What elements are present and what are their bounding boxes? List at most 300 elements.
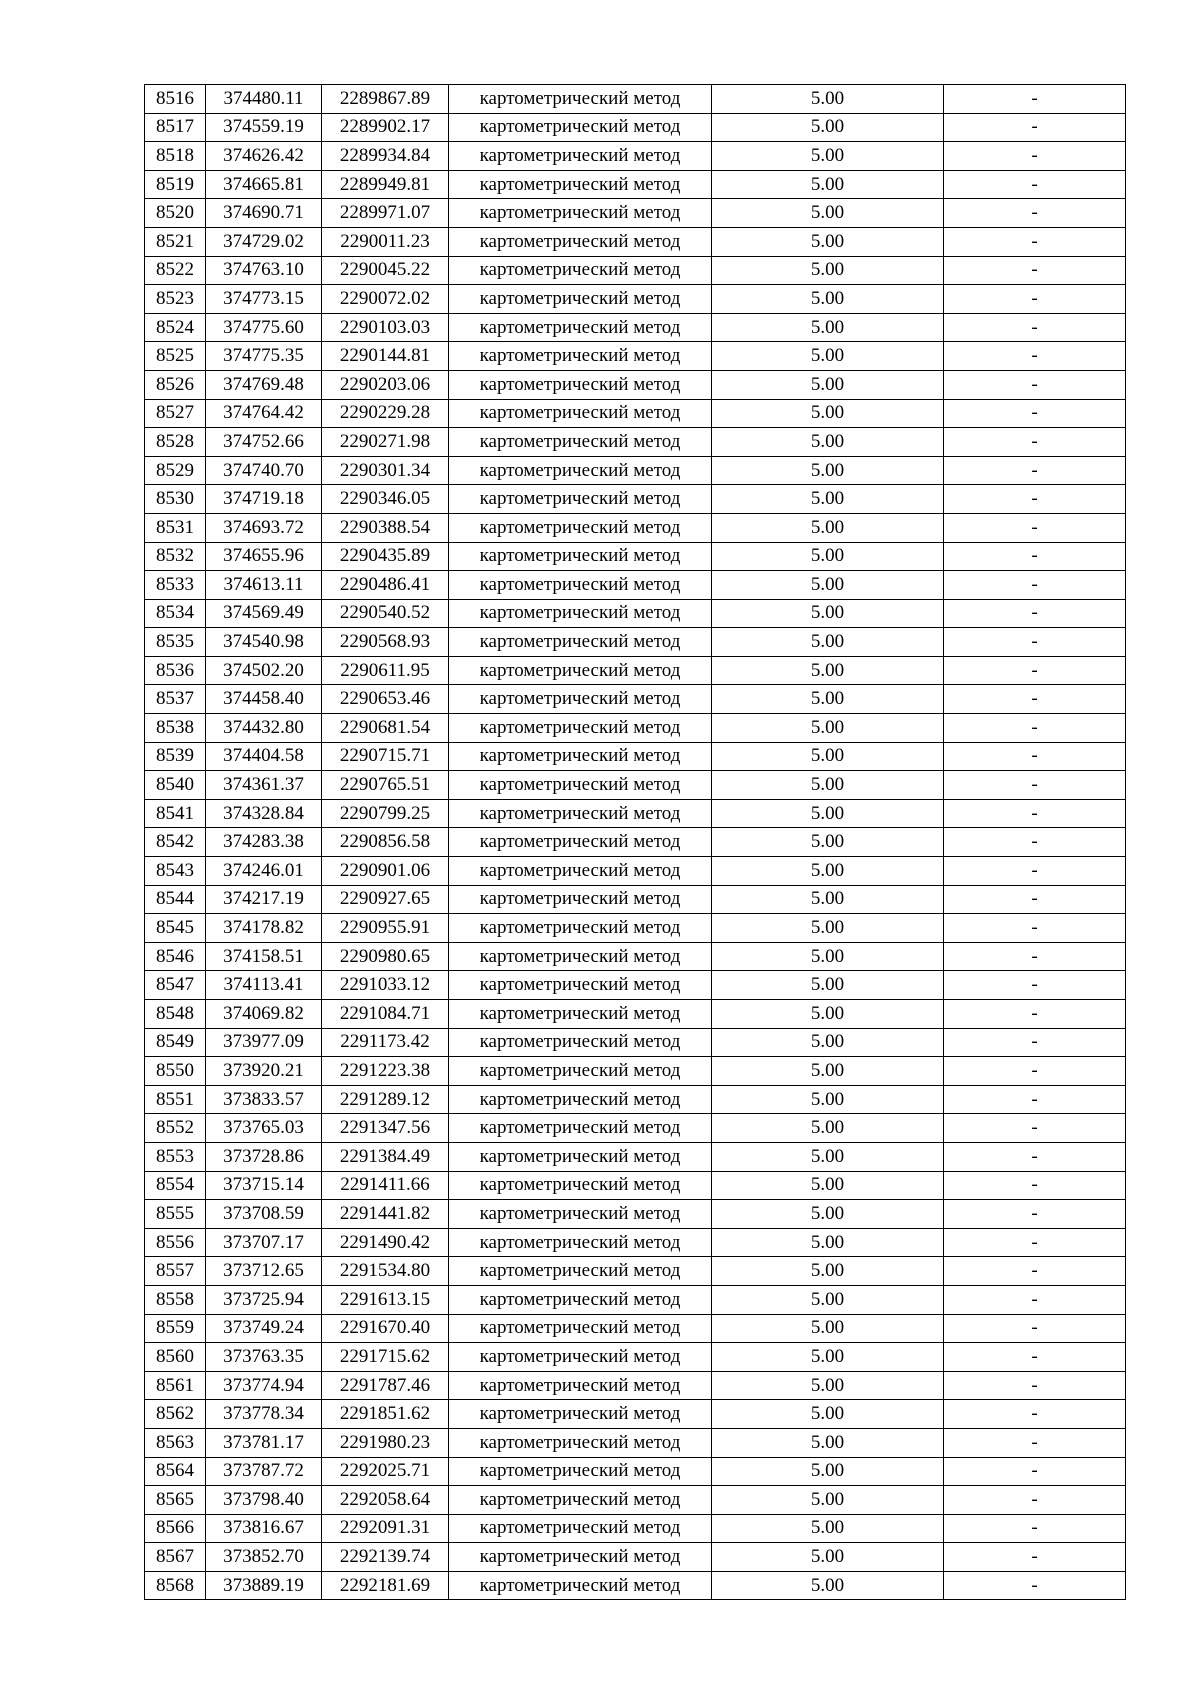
point-number-cell: 8523 <box>145 285 206 314</box>
accuracy-cell: 5.00 <box>712 199 944 228</box>
description-cell: - <box>944 1343 1126 1372</box>
point-number-cell: 8554 <box>145 1171 206 1200</box>
point-number-cell: 8551 <box>145 1085 206 1114</box>
accuracy-cell: 5.00 <box>712 1142 944 1171</box>
accuracy-cell: 5.00 <box>712 1314 944 1343</box>
description-cell: - <box>944 742 1126 771</box>
point-number-cell: 8556 <box>145 1228 206 1257</box>
x-coordinate-cell: 373763.35 <box>206 1343 322 1372</box>
accuracy-cell: 5.00 <box>712 1057 944 1086</box>
accuracy-cell: 5.00 <box>712 1028 944 1057</box>
description-cell: - <box>944 1428 1126 1457</box>
point-number-cell: 8562 <box>145 1400 206 1429</box>
y-coordinate-cell: 2291534.80 <box>322 1257 449 1286</box>
table-row <box>145 914 1126 943</box>
accuracy-cell: 5.00 <box>712 1171 944 1200</box>
table-row <box>145 857 1126 886</box>
description-cell: - <box>944 370 1126 399</box>
x-coordinate-cell: 374613.11 <box>206 571 322 600</box>
accuracy-cell: 5.00 <box>712 771 944 800</box>
description-cell: - <box>944 1000 1126 1029</box>
description-cell: - <box>944 685 1126 714</box>
table-row <box>145 313 1126 342</box>
table-row <box>145 1400 1126 1429</box>
accuracy-cell: 5.00 <box>712 456 944 485</box>
x-coordinate-cell: 374069.82 <box>206 1000 322 1029</box>
point-number-cell: 8545 <box>145 914 206 943</box>
table-row <box>145 1000 1126 1029</box>
point-number-cell: 8539 <box>145 742 206 771</box>
accuracy-cell: 5.00 <box>712 914 944 943</box>
method-cell: картометрический метод <box>449 428 712 457</box>
point-number-cell: 8528 <box>145 428 206 457</box>
y-coordinate-cell: 2290144.81 <box>322 342 449 371</box>
description-cell: - <box>944 313 1126 342</box>
point-number-cell: 8520 <box>145 199 206 228</box>
method-cell: картометрический метод <box>449 571 712 600</box>
accuracy-cell: 5.00 <box>712 1200 944 1229</box>
method-cell: картометрический метод <box>449 1085 712 1114</box>
point-number-cell: 8552 <box>145 1114 206 1143</box>
method-cell: картометрический метод <box>449 799 712 828</box>
x-coordinate-cell: 374559.19 <box>206 113 322 142</box>
y-coordinate-cell: 2291787.46 <box>322 1371 449 1400</box>
table-row <box>145 485 1126 514</box>
table-row <box>145 1428 1126 1457</box>
y-coordinate-cell: 2290611.95 <box>322 656 449 685</box>
accuracy-cell: 5.00 <box>712 971 944 1000</box>
description-cell: - <box>944 1457 1126 1486</box>
point-number-cell: 8533 <box>145 571 206 600</box>
table-row <box>145 1028 1126 1057</box>
y-coordinate-cell: 2291490.42 <box>322 1228 449 1257</box>
coordinates-table <box>144 84 1126 1600</box>
table-row <box>145 742 1126 771</box>
accuracy-cell: 5.00 <box>712 742 944 771</box>
point-number-cell: 8537 <box>145 685 206 714</box>
description-cell: - <box>944 256 1126 285</box>
method-cell: картометрический метод <box>449 685 712 714</box>
point-number-cell: 8558 <box>145 1285 206 1314</box>
description-cell: - <box>944 285 1126 314</box>
point-number-cell: 8535 <box>145 628 206 657</box>
accuracy-cell: 5.00 <box>712 1428 944 1457</box>
table-row <box>145 1114 1126 1143</box>
table-row <box>145 1142 1126 1171</box>
method-cell: картометрический метод <box>449 885 712 914</box>
y-coordinate-cell: 2289867.89 <box>322 85 449 114</box>
method-cell: картометрический метод <box>449 313 712 342</box>
description-cell: - <box>944 1371 1126 1400</box>
x-coordinate-cell: 374693.72 <box>206 513 322 542</box>
accuracy-cell: 5.00 <box>712 1085 944 1114</box>
method-cell: картометрический метод <box>449 628 712 657</box>
x-coordinate-cell: 373798.40 <box>206 1486 322 1515</box>
y-coordinate-cell: 2291411.66 <box>322 1171 449 1200</box>
y-coordinate-cell: 2291980.23 <box>322 1428 449 1457</box>
description-cell: - <box>944 199 1126 228</box>
accuracy-cell: 5.00 <box>712 1514 944 1543</box>
description-cell: - <box>944 1028 1126 1057</box>
point-number-cell: 8530 <box>145 485 206 514</box>
table-row <box>145 256 1126 285</box>
table-row <box>145 170 1126 199</box>
table-row <box>145 85 1126 114</box>
method-cell: картометрический метод <box>449 113 712 142</box>
accuracy-cell: 5.00 <box>712 342 944 371</box>
table-row <box>145 1200 1126 1229</box>
point-number-cell: 8526 <box>145 370 206 399</box>
x-coordinate-cell: 374769.48 <box>206 370 322 399</box>
table-row <box>145 199 1126 228</box>
description-cell: - <box>944 1114 1126 1143</box>
y-coordinate-cell: 2291347.56 <box>322 1114 449 1143</box>
accuracy-cell: 5.00 <box>712 1371 944 1400</box>
y-coordinate-cell: 2291851.62 <box>322 1400 449 1429</box>
description-cell: - <box>944 599 1126 628</box>
point-number-cell: 8516 <box>145 85 206 114</box>
x-coordinate-cell: 373833.57 <box>206 1085 322 1114</box>
y-coordinate-cell: 2291613.15 <box>322 1285 449 1314</box>
x-coordinate-cell: 374178.82 <box>206 914 322 943</box>
y-coordinate-cell: 2291084.71 <box>322 1000 449 1029</box>
method-cell: картометрический метод <box>449 1000 712 1029</box>
table-row <box>145 1457 1126 1486</box>
y-coordinate-cell: 2291441.82 <box>322 1200 449 1229</box>
point-number-cell: 8518 <box>145 142 206 171</box>
description-cell: - <box>944 1514 1126 1543</box>
table-row <box>145 370 1126 399</box>
accuracy-cell: 5.00 <box>712 513 944 542</box>
table-row <box>145 1543 1126 1572</box>
y-coordinate-cell: 2292091.31 <box>322 1514 449 1543</box>
description-cell: - <box>944 170 1126 199</box>
description-cell: - <box>944 828 1126 857</box>
x-coordinate-cell: 374626.42 <box>206 142 322 171</box>
description-cell: - <box>944 656 1126 685</box>
y-coordinate-cell: 2290980.65 <box>322 942 449 971</box>
y-coordinate-cell: 2290346.05 <box>322 485 449 514</box>
y-coordinate-cell: 2290388.54 <box>322 513 449 542</box>
accuracy-cell: 5.00 <box>712 714 944 743</box>
point-number-cell: 8544 <box>145 885 206 914</box>
table-row <box>145 1571 1126 1600</box>
point-number-cell: 8546 <box>145 942 206 971</box>
method-cell: картометрический метод <box>449 1285 712 1314</box>
point-number-cell: 8568 <box>145 1571 206 1600</box>
y-coordinate-cell: 2292058.64 <box>322 1486 449 1515</box>
description-cell: - <box>944 771 1126 800</box>
method-cell: картометрический метод <box>449 914 712 943</box>
accuracy-cell: 5.00 <box>712 113 944 142</box>
method-cell: картометрический метод <box>449 1028 712 1057</box>
coordinates-table-body <box>145 85 1126 1600</box>
table-row <box>145 142 1126 171</box>
y-coordinate-cell: 2290955.91 <box>322 914 449 943</box>
method-cell: картометрический метод <box>449 942 712 971</box>
method-cell: картометрический метод <box>449 1486 712 1515</box>
x-coordinate-cell: 374729.02 <box>206 227 322 256</box>
table-row <box>145 656 1126 685</box>
method-cell: картометрический метод <box>449 857 712 886</box>
accuracy-cell: 5.00 <box>712 1000 944 1029</box>
y-coordinate-cell: 2290653.46 <box>322 685 449 714</box>
x-coordinate-cell: 374569.49 <box>206 599 322 628</box>
table-row <box>145 1057 1126 1086</box>
x-coordinate-cell: 374752.66 <box>206 428 322 457</box>
method-cell: картометрический метод <box>449 1571 712 1600</box>
table-row <box>145 1343 1126 1372</box>
accuracy-cell: 5.00 <box>712 142 944 171</box>
description-cell: - <box>944 399 1126 428</box>
x-coordinate-cell: 373977.09 <box>206 1028 322 1057</box>
point-number-cell: 8542 <box>145 828 206 857</box>
method-cell: картометрический метод <box>449 1543 712 1572</box>
x-coordinate-cell: 373707.17 <box>206 1228 322 1257</box>
x-coordinate-cell: 374361.37 <box>206 771 322 800</box>
x-coordinate-cell: 373889.19 <box>206 1571 322 1600</box>
y-coordinate-cell: 2290301.34 <box>322 456 449 485</box>
y-coordinate-cell: 2290927.65 <box>322 885 449 914</box>
table-row <box>145 399 1126 428</box>
method-cell: картометрический метод <box>449 1057 712 1086</box>
point-number-cell: 8555 <box>145 1200 206 1229</box>
accuracy-cell: 5.00 <box>712 599 944 628</box>
method-cell: картометрический метод <box>449 1114 712 1143</box>
method-cell: картометрический метод <box>449 1514 712 1543</box>
accuracy-cell: 5.00 <box>712 628 944 657</box>
x-coordinate-cell: 374763.10 <box>206 256 322 285</box>
description-cell: - <box>944 1314 1126 1343</box>
y-coordinate-cell: 2290681.54 <box>322 714 449 743</box>
method-cell: картометрический метод <box>449 399 712 428</box>
accuracy-cell: 5.00 <box>712 799 944 828</box>
method-cell: картометрический метод <box>449 1343 712 1372</box>
x-coordinate-cell: 374690.71 <box>206 199 322 228</box>
point-number-cell: 8519 <box>145 170 206 199</box>
point-number-cell: 8536 <box>145 656 206 685</box>
table-row <box>145 885 1126 914</box>
description-cell: - <box>944 113 1126 142</box>
point-number-cell: 8559 <box>145 1314 206 1343</box>
point-number-cell: 8563 <box>145 1428 206 1457</box>
description-cell: - <box>944 1257 1126 1286</box>
y-coordinate-cell: 2290011.23 <box>322 227 449 256</box>
point-number-cell: 8517 <box>145 113 206 142</box>
description-cell: - <box>944 428 1126 457</box>
point-number-cell: 8550 <box>145 1057 206 1086</box>
point-number-cell: 8522 <box>145 256 206 285</box>
description-cell: - <box>944 342 1126 371</box>
accuracy-cell: 5.00 <box>712 828 944 857</box>
y-coordinate-cell: 2291670.40 <box>322 1314 449 1343</box>
description-cell: - <box>944 1057 1126 1086</box>
accuracy-cell: 5.00 <box>712 485 944 514</box>
x-coordinate-cell: 374283.38 <box>206 828 322 857</box>
method-cell: картометрический метод <box>449 227 712 256</box>
method-cell: картометрический метод <box>449 1314 712 1343</box>
x-coordinate-cell: 374432.80 <box>206 714 322 743</box>
description-cell: - <box>944 1085 1126 1114</box>
table-row <box>145 342 1126 371</box>
table-row <box>145 828 1126 857</box>
method-cell: картометрический метод <box>449 1371 712 1400</box>
accuracy-cell: 5.00 <box>712 313 944 342</box>
description-cell: - <box>944 714 1126 743</box>
x-coordinate-cell: 374328.84 <box>206 799 322 828</box>
accuracy-cell: 5.00 <box>712 227 944 256</box>
x-coordinate-cell: 373787.72 <box>206 1457 322 1486</box>
method-cell: картометрический метод <box>449 142 712 171</box>
point-number-cell: 8560 <box>145 1343 206 1372</box>
point-number-cell: 8547 <box>145 971 206 1000</box>
accuracy-cell: 5.00 <box>712 399 944 428</box>
x-coordinate-cell: 373749.24 <box>206 1314 322 1343</box>
accuracy-cell: 5.00 <box>712 1343 944 1372</box>
x-coordinate-cell: 374246.01 <box>206 857 322 886</box>
y-coordinate-cell: 2290901.06 <box>322 857 449 886</box>
accuracy-cell: 5.00 <box>712 1571 944 1600</box>
description-cell: - <box>944 857 1126 886</box>
method-cell: картометрический метод <box>449 971 712 1000</box>
method-cell: картометрический метод <box>449 656 712 685</box>
table-row <box>145 428 1126 457</box>
x-coordinate-cell: 373778.34 <box>206 1400 322 1429</box>
point-number-cell: 8567 <box>145 1543 206 1572</box>
description-cell: - <box>944 1228 1126 1257</box>
method-cell: картометрический метод <box>449 1228 712 1257</box>
description-cell: - <box>944 227 1126 256</box>
point-number-cell: 8548 <box>145 1000 206 1029</box>
method-cell: картометрический метод <box>449 714 712 743</box>
point-number-cell: 8531 <box>145 513 206 542</box>
method-cell: картометрический метод <box>449 342 712 371</box>
table-row <box>145 571 1126 600</box>
table-row <box>145 771 1126 800</box>
accuracy-cell: 5.00 <box>712 1486 944 1515</box>
description-cell: - <box>944 914 1126 943</box>
point-number-cell: 8561 <box>145 1371 206 1400</box>
table-row <box>145 599 1126 628</box>
method-cell: картометрический метод <box>449 1142 712 1171</box>
table-row <box>145 542 1126 571</box>
method-cell: картометрический метод <box>449 771 712 800</box>
table-row <box>145 285 1126 314</box>
y-coordinate-cell: 2291384.49 <box>322 1142 449 1171</box>
x-coordinate-cell: 374655.96 <box>206 542 322 571</box>
y-coordinate-cell: 2292181.69 <box>322 1571 449 1600</box>
table-row <box>145 799 1126 828</box>
accuracy-cell: 5.00 <box>712 1457 944 1486</box>
description-cell: - <box>944 942 1126 971</box>
point-number-cell: 8521 <box>145 227 206 256</box>
point-number-cell: 8540 <box>145 771 206 800</box>
y-coordinate-cell: 2290486.41 <box>322 571 449 600</box>
x-coordinate-cell: 374113.41 <box>206 971 322 1000</box>
accuracy-cell: 5.00 <box>712 1228 944 1257</box>
table-row <box>145 942 1126 971</box>
accuracy-cell: 5.00 <box>712 170 944 199</box>
accuracy-cell: 5.00 <box>712 1257 944 1286</box>
x-coordinate-cell: 373816.67 <box>206 1514 322 1543</box>
table-row <box>145 227 1126 256</box>
accuracy-cell: 5.00 <box>712 285 944 314</box>
point-number-cell: 8543 <box>145 857 206 886</box>
y-coordinate-cell: 2290435.89 <box>322 542 449 571</box>
table-row <box>145 513 1126 542</box>
x-coordinate-cell: 374158.51 <box>206 942 322 971</box>
method-cell: картометрический метод <box>449 199 712 228</box>
table-row <box>145 1228 1126 1257</box>
x-coordinate-cell: 374458.40 <box>206 685 322 714</box>
table-row <box>145 1257 1126 1286</box>
point-number-cell: 8564 <box>145 1457 206 1486</box>
x-coordinate-cell: 373852.70 <box>206 1543 322 1572</box>
accuracy-cell: 5.00 <box>712 571 944 600</box>
x-coordinate-cell: 374775.60 <box>206 313 322 342</box>
x-coordinate-cell: 373715.14 <box>206 1171 322 1200</box>
y-coordinate-cell: 2292139.74 <box>322 1543 449 1572</box>
x-coordinate-cell: 374217.19 <box>206 885 322 914</box>
description-cell: - <box>944 1142 1126 1171</box>
y-coordinate-cell: 2291715.62 <box>322 1343 449 1372</box>
table-row <box>145 1314 1126 1343</box>
x-coordinate-cell: 374480.11 <box>206 85 322 114</box>
method-cell: картометрический метод <box>449 1257 712 1286</box>
description-cell: - <box>944 1571 1126 1600</box>
point-number-cell: 8538 <box>145 714 206 743</box>
y-coordinate-cell: 2290271.98 <box>322 428 449 457</box>
method-cell: картометрический метод <box>449 370 712 399</box>
point-number-cell: 8553 <box>145 1142 206 1171</box>
y-coordinate-cell: 2290045.22 <box>322 256 449 285</box>
y-coordinate-cell: 2290103.03 <box>322 313 449 342</box>
accuracy-cell: 5.00 <box>712 685 944 714</box>
y-coordinate-cell: 2289949.81 <box>322 170 449 199</box>
accuracy-cell: 5.00 <box>712 85 944 114</box>
description-cell: - <box>944 571 1126 600</box>
accuracy-cell: 5.00 <box>712 1543 944 1572</box>
y-coordinate-cell: 2289902.17 <box>322 113 449 142</box>
y-coordinate-cell: 2290229.28 <box>322 399 449 428</box>
point-number-cell: 8566 <box>145 1514 206 1543</box>
accuracy-cell: 5.00 <box>712 256 944 285</box>
y-coordinate-cell: 2291173.42 <box>322 1028 449 1057</box>
method-cell: картометрический метод <box>449 599 712 628</box>
method-cell: картометрический метод <box>449 1171 712 1200</box>
y-coordinate-cell: 2290799.25 <box>322 799 449 828</box>
description-cell: - <box>944 456 1126 485</box>
table-row <box>145 1486 1126 1515</box>
description-cell: - <box>944 513 1126 542</box>
x-coordinate-cell: 374775.35 <box>206 342 322 371</box>
description-cell: - <box>944 885 1126 914</box>
description-cell: - <box>944 971 1126 1000</box>
y-coordinate-cell: 2290072.02 <box>322 285 449 314</box>
x-coordinate-cell: 373728.86 <box>206 1142 322 1171</box>
point-number-cell: 8525 <box>145 342 206 371</box>
table-row <box>145 1285 1126 1314</box>
method-cell: картометрический метод <box>449 285 712 314</box>
accuracy-cell: 5.00 <box>712 1400 944 1429</box>
description-cell: - <box>944 1285 1126 1314</box>
point-number-cell: 8549 <box>145 1028 206 1057</box>
y-coordinate-cell: 2290856.58 <box>322 828 449 857</box>
description-cell: - <box>944 1543 1126 1572</box>
x-coordinate-cell: 374540.98 <box>206 628 322 657</box>
y-coordinate-cell: 2290540.52 <box>322 599 449 628</box>
table-row <box>145 113 1126 142</box>
